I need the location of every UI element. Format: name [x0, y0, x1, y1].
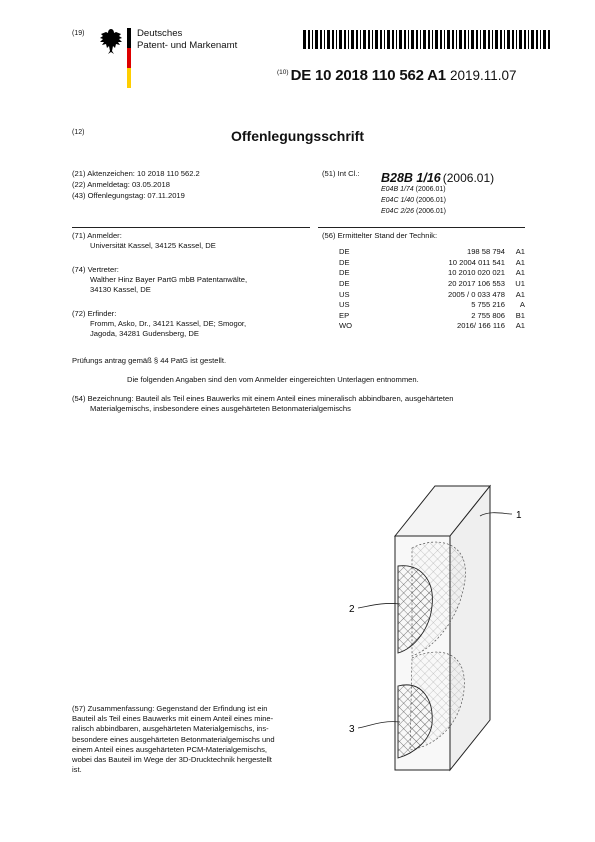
designation-line-1: (54) Bezeichnung: Bauteil als Teil eines Bauwerks mit einem Anteil eines mineralisch abbindbaren, ausgehärteten [72, 394, 454, 403]
citation-number: 20 2017 106 553 [447, 278, 505, 288]
publication-number-line [277, 67, 517, 85]
document-type-title: Offenlegungsschrift [230, 128, 364, 144]
citation-kind: U1 [515, 278, 525, 288]
abstract-block [72, 704, 312, 775]
divider-left [72, 227, 310, 228]
german-flag-bar [127, 28, 131, 90]
citation-row [339, 311, 525, 322]
field-code-12: (12) [72, 129, 85, 136]
citation-kind: A1 [515, 321, 525, 331]
citation-kind: A1 [515, 268, 525, 278]
ipc-secondary-version: (2006.01) [415, 186, 446, 193]
barcode-image [303, 30, 551, 49]
abstract-line: ralisch abbindbaren, ausgehärteten Materialgemischs, ins- [72, 724, 269, 734]
representative-line-2: 34130 Kassel, DE [90, 285, 151, 295]
divider-right [318, 227, 525, 228]
citation-row [339, 258, 525, 269]
applicant-block [72, 231, 216, 251]
citation-number: 5 755 216 [471, 300, 505, 310]
abstract-line: Bauteil als Teil eines Bauwerks mit einem Anteil eines mine- [72, 714, 274, 724]
patent-drawing-figure [340, 478, 540, 778]
citation-kind: A [519, 300, 525, 310]
citation-kind: A1 [515, 257, 525, 267]
ipc-secondary-version: (2006.01) [416, 197, 447, 204]
leader-line-2 [358, 603, 400, 608]
citation-country: DE [339, 278, 350, 288]
citation-country: DE [339, 268, 350, 278]
ipc-main-class: B28B 1/16 [381, 171, 441, 185]
abstract-line: wobei das Bauteil im Wege der 3D-Drucktechnik hergestellt [72, 755, 272, 765]
representative-label: (74) Vertreter: [72, 265, 119, 274]
ipc-main-version: (2006.01) [442, 171, 495, 185]
publication-date-header: 2019.11.07 [449, 68, 517, 83]
representative-line-1: Walther Hinz Bayer PartG mbB Patentanwälte, [90, 275, 248, 285]
ipc-secondary-class: E04B 1/74 [381, 186, 414, 193]
citation-country: DE [339, 247, 350, 257]
citations-label: (56) Ermittelter Stand der Technik: [322, 231, 438, 240]
citation-country: US [339, 300, 350, 310]
citation-row [339, 321, 525, 332]
ipc-label: (51) Int Cl.: [322, 169, 360, 178]
citation-row [339, 289, 525, 300]
citation-number: 2016/ 166 116 [457, 321, 505, 331]
applicant-label: (71) Anmelder: [72, 231, 122, 240]
submitted-by-note: Die folgenden Angaben sind den vom Anmelder eingereichten Unterlagen entnommen. [127, 375, 419, 384]
federal-eagle-icon [98, 27, 124, 57]
reference-label-2: 2 [349, 604, 355, 615]
ipc-secondary-version: (2006.01) [416, 208, 447, 215]
abstract-line: (57) Zusammenfassung: Gegenstand der Erfindung ist ein [72, 704, 268, 713]
citation-number: 198 58 794 [466, 247, 505, 257]
citation-country: DE [339, 257, 350, 267]
ipc-secondary-class: E04C 2/26 [381, 208, 415, 215]
inventors-label: (72) Erfinder: [72, 309, 117, 318]
applicant-value: Universität Kassel, 34125 Kassel, DE [90, 241, 216, 251]
ipc-secondary-2 [381, 196, 446, 205]
citation-number: 2 755 806 [471, 310, 505, 320]
citation-number: 10 2010 020 021 [447, 268, 505, 278]
leader-line-3 [358, 722, 400, 728]
publication-number: DE 10 2018 110 562 A1 [290, 67, 446, 84]
field-code-19: (19) [72, 30, 85, 37]
citation-row [339, 300, 525, 311]
patent-office-name [137, 28, 237, 51]
abstract-line: einem Anteil eines ausgehärteten PCM-Materialgemischs, [72, 744, 268, 754]
citation-country: US [339, 289, 350, 299]
citation-row [339, 279, 525, 290]
office-name-line-1: Deutsches [137, 28, 183, 39]
filing-date: (22) Anmeldetag: 03.05.2018 [72, 180, 170, 189]
citation-row [339, 247, 525, 258]
ipc-secondary-1 [381, 185, 446, 194]
representative-block [72, 265, 247, 296]
citation-country: EP [339, 310, 350, 320]
inventors-block [72, 309, 246, 340]
publication-date: (43) Offenlegungstag: 07.11.2019 [72, 191, 185, 200]
inventors-line-1: Fromm, Asko, Dr., 34121 Kassel, DE; Smogor, [90, 319, 247, 329]
citation-row [339, 268, 525, 279]
ipc-secondary-class: E04C 1/40 [381, 197, 415, 204]
designation-line-2: Materialgemischs, insbesondere eines ausgehärteten Betonmaterialgemischs [90, 404, 351, 414]
citation-kind: A1 [515, 289, 525, 299]
abstract-line: ist. [72, 765, 82, 775]
citation-country: WO [339, 321, 353, 331]
office-name-line-2: Patent- und Markenamt [137, 39, 238, 51]
citations-table [339, 247, 525, 332]
designation-block [72, 394, 453, 414]
abstract-line: besondere eines ausgehärteten Betonmaterialgemischs und [72, 734, 275, 744]
reference-label-1: 1 [516, 510, 522, 521]
inventors-line-2: Jagoda, 34281 Gudensberg, DE [90, 329, 199, 339]
reference-label-3: 3 [349, 724, 355, 735]
application-number: (21) Aktenzeichen: 10 2018 110 562.2 [72, 169, 200, 178]
citation-kind: B1 [515, 310, 525, 320]
citation-number: 2005 / 0 033 478 [447, 289, 505, 299]
examination-note: Prüfungs antrag gemäß § 44 PatG ist gestellt. [72, 356, 227, 365]
field-code-10: (10) [277, 68, 289, 76]
ipc-secondary-3 [381, 207, 446, 216]
citation-number: 10 2004 011 541 [448, 257, 505, 267]
citation-kind: A1 [515, 247, 525, 257]
